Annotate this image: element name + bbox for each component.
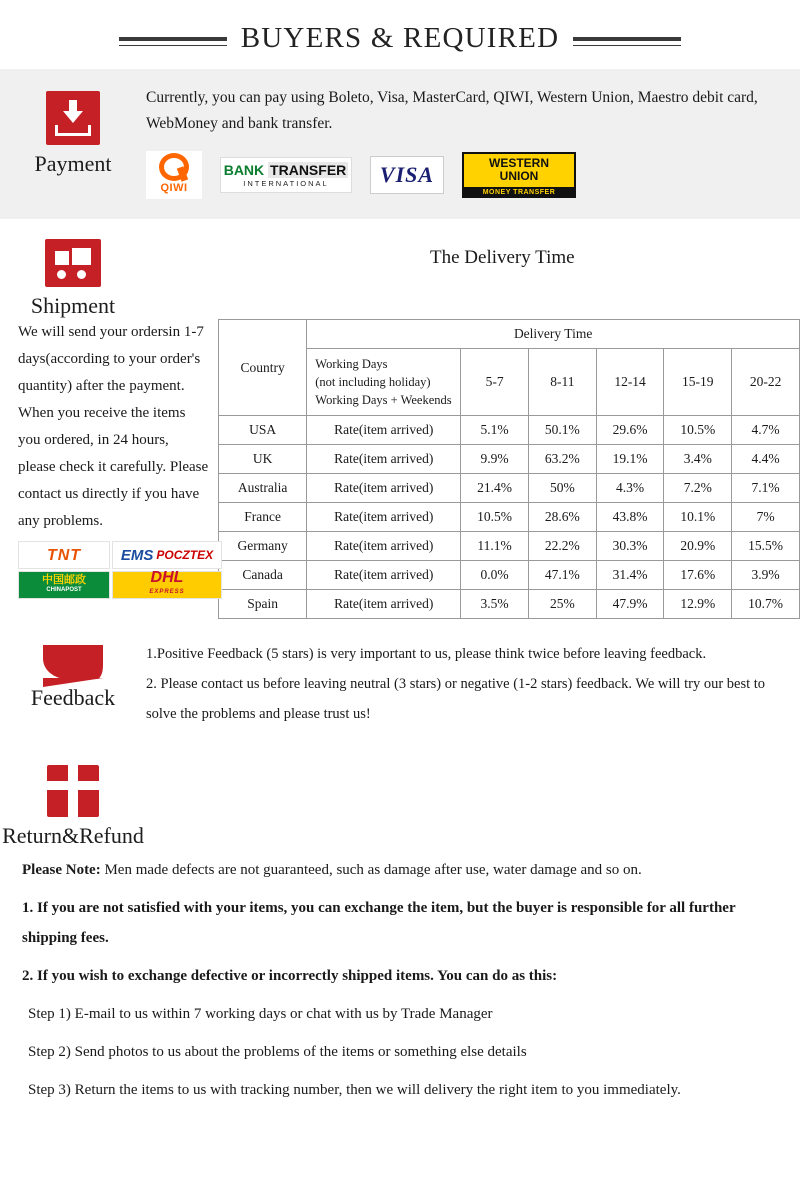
- subhdr-line-1: Working Days: [315, 357, 388, 371]
- return-body: [0, 849, 800, 1105]
- shipment-section: [0, 219, 800, 619]
- cell-value: 11.1%: [461, 532, 529, 561]
- western-union-line3: MONEY TRANSFER: [464, 187, 574, 198]
- cell-country: Germany: [219, 532, 307, 561]
- cell-value: 4.4%: [732, 445, 800, 474]
- table-row: [219, 416, 800, 445]
- return-note-text: Men made defects are not guaranteed, such as damage after use, water damage and so on.: [100, 862, 642, 878]
- cell-value: 7.2%: [664, 474, 732, 503]
- header-range-4: 20-22: [732, 349, 800, 416]
- payment-text: Currently, you can pay using Boleto, Visa, MasterCard, QIWI, Western Union, Maestro debit card, WebMoney and bank transfer.: [146, 89, 758, 132]
- courier-logos: [18, 541, 214, 599]
- cell-value: 15.5%: [732, 532, 800, 561]
- feedback-line-1: 1.Positive Feedback (5 stars) is very important to us, please think twice before leaving feedback.: [146, 646, 707, 662]
- cell-country: France: [219, 503, 307, 532]
- table-row: [219, 532, 800, 561]
- visa-logo: [370, 156, 444, 194]
- visa-logo-text: VISA: [379, 162, 435, 187]
- cell-rate: Rate(item arrived): [307, 416, 461, 445]
- payment-section: [0, 69, 800, 219]
- cell-value: 19.1%: [596, 445, 664, 474]
- delivery-table-wrap: [218, 319, 800, 619]
- cell-rate: Rate(item arrived): [307, 590, 461, 619]
- header-delivery-time: Delivery Time: [307, 320, 800, 349]
- header-country: Country: [219, 320, 307, 416]
- flag-icon: [43, 645, 103, 679]
- truck-icon: [45, 239, 101, 287]
- cell-value: 47.9%: [596, 590, 664, 619]
- western-union-line1: WESTERN: [489, 156, 549, 170]
- cell-value: 25%: [528, 590, 596, 619]
- shipment-icon-column: [0, 233, 146, 319]
- payment-label: Payment: [34, 151, 112, 176]
- return-point-1: 1. If you are not satisfied with your items, you can exchange the item, but the buyer is responsible for all further shipping fees.: [22, 900, 736, 946]
- cell-value: 7%: [732, 503, 800, 532]
- cell-value: 29.6%: [596, 416, 664, 445]
- delivery-time-title: The Delivery Time: [430, 247, 575, 268]
- payment-icon-column: [0, 85, 146, 177]
- cell-value: 7.1%: [732, 474, 800, 503]
- western-union-line2: UNION: [499, 169, 539, 183]
- cell-value: 5.1%: [461, 416, 529, 445]
- header-range-3: 15-19: [664, 349, 732, 416]
- cell-value: 21.4%: [461, 474, 529, 503]
- table-row: [219, 445, 800, 474]
- return-step-1: Step 1) E-mail to us within 7 working days or chat with us by Trade Manager: [28, 1006, 493, 1022]
- cell-value: 47.1%: [528, 561, 596, 590]
- qiwi-logo: [146, 151, 202, 199]
- header-working-days: [307, 349, 461, 416]
- feedback-label: Feedback: [30, 685, 116, 710]
- header-range-0: 5-7: [461, 349, 529, 416]
- cell-value: 9.9%: [461, 445, 529, 474]
- cell-value: 28.6%: [528, 503, 596, 532]
- cell-value: 10.7%: [732, 590, 800, 619]
- return-point-2: 2. If you wish to exchange defective or incorrectly shipped items. You can do as this:: [22, 968, 558, 984]
- shipment-text: We will send your ordersin 1-7 days(according to your order's quantity) after the payment. When you receive the items you ordered, in 24 hours, please check it carefully. Please contact us directly if you have any problems.: [18, 324, 209, 529]
- qiwi-logo-text: QIWI: [160, 182, 188, 194]
- feedback-icon-column: [0, 639, 146, 711]
- return-note-bold: Please Note:: [22, 862, 101, 878]
- cell-value: 12.9%: [664, 590, 732, 619]
- cell-country: Australia: [219, 474, 307, 503]
- cell-rate: Rate(item arrived): [307, 532, 461, 561]
- feedback-section: [0, 619, 800, 737]
- cell-value: 3.5%: [461, 590, 529, 619]
- return-label: Return&Refund: [2, 823, 144, 848]
- cell-value: 0.0%: [461, 561, 529, 590]
- feedback-text: [146, 639, 800, 729]
- dhl-express-text: EXPRESS: [149, 589, 185, 595]
- cell-value: 63.2%: [528, 445, 596, 474]
- cell-value: 31.4%: [596, 561, 664, 590]
- cell-value: 3.4%: [664, 445, 732, 474]
- ems-text: EMS: [120, 546, 154, 564]
- ems-pocztex-logo: [112, 541, 222, 569]
- feedback-line-2: 2. Please contact us before leaving neutral (3 stars) or negative (1-2 stars) feedback. We will try our best to solve the problems and please trust us!: [146, 676, 766, 722]
- cell-value: 10.5%: [664, 416, 732, 445]
- cell-value: 30.3%: [596, 532, 664, 561]
- cell-value: 10.5%: [461, 503, 529, 532]
- cell-rate: Rate(item arrived): [307, 561, 461, 590]
- bank-transfer-word1: BANK: [223, 162, 265, 178]
- cell-rate: Rate(item arrived): [307, 503, 461, 532]
- cell-value: 10.1%: [664, 503, 732, 532]
- cell-country: UK: [219, 445, 307, 474]
- qiwi-mark-icon: [159, 153, 189, 181]
- bank-transfer-word2: TRANSFER: [270, 162, 347, 178]
- cell-rate: Rate(item arrived): [307, 445, 461, 474]
- china-post-logo: [18, 571, 110, 599]
- header-rule-left: [119, 37, 227, 41]
- cell-value: 43.8%: [596, 503, 664, 532]
- shipment-label: Shipment: [30, 293, 116, 318]
- payment-logos: [146, 151, 800, 199]
- subhdr-line-3: Working Days + Weekends: [315, 393, 452, 407]
- cell-value: 50%: [528, 474, 596, 503]
- cell-value: 3.9%: [732, 561, 800, 590]
- cell-rate: Rate(item arrived): [307, 474, 461, 503]
- return-step-3: Step 3) Return the items to us with tracking number, then we will delivery the right item to you immediately.: [28, 1082, 681, 1098]
- cell-value: 50.1%: [528, 416, 596, 445]
- cell-country: Spain: [219, 590, 307, 619]
- return-note: [22, 855, 778, 885]
- tnt-logo: TNT: [18, 541, 110, 569]
- return-icon-column: [0, 759, 146, 849]
- header-range-1: 8-11: [528, 349, 596, 416]
- cell-country: Canada: [219, 561, 307, 590]
- table-row: [219, 503, 800, 532]
- cell-value: 22.2%: [528, 532, 596, 561]
- header-range-2: 12-14: [596, 349, 664, 416]
- table-row: [219, 561, 800, 590]
- table-header-row: [219, 320, 800, 349]
- gift-icon: [47, 765, 99, 817]
- cell-value: 4.7%: [732, 416, 800, 445]
- table-row: [219, 474, 800, 503]
- table-row: [219, 590, 800, 619]
- delivery-time-table: [218, 319, 800, 619]
- cell-value: 17.6%: [664, 561, 732, 590]
- page-header: [0, 0, 800, 69]
- bank-transfer-sub: INTERNATIONAL: [243, 179, 329, 188]
- subhdr-line-2: (not including holiday): [315, 375, 431, 389]
- dhl-logo: [112, 571, 222, 599]
- return-refund-section: [0, 737, 800, 1105]
- download-icon: [46, 91, 100, 145]
- dhl-text: DHL: [150, 569, 184, 586]
- shipment-text-column: [0, 319, 216, 599]
- header-rule-right: [573, 37, 681, 41]
- pocztex-text: POCZTEX: [156, 547, 214, 562]
- page-title: BUYERS & REQUIRED: [240, 22, 560, 54]
- china-post-cn: 中国邮政: [42, 574, 86, 586]
- return-step-2: Step 2) Send photos to us about the problems of the items or something else details: [28, 1044, 527, 1060]
- bank-transfer-logo: [220, 157, 352, 193]
- cell-value: 20.9%: [664, 532, 732, 561]
- cell-value: 4.3%: [596, 474, 664, 503]
- cell-country: USA: [219, 416, 307, 445]
- china-post-en: CHINAPOST: [46, 587, 82, 593]
- western-union-logo: [462, 152, 576, 198]
